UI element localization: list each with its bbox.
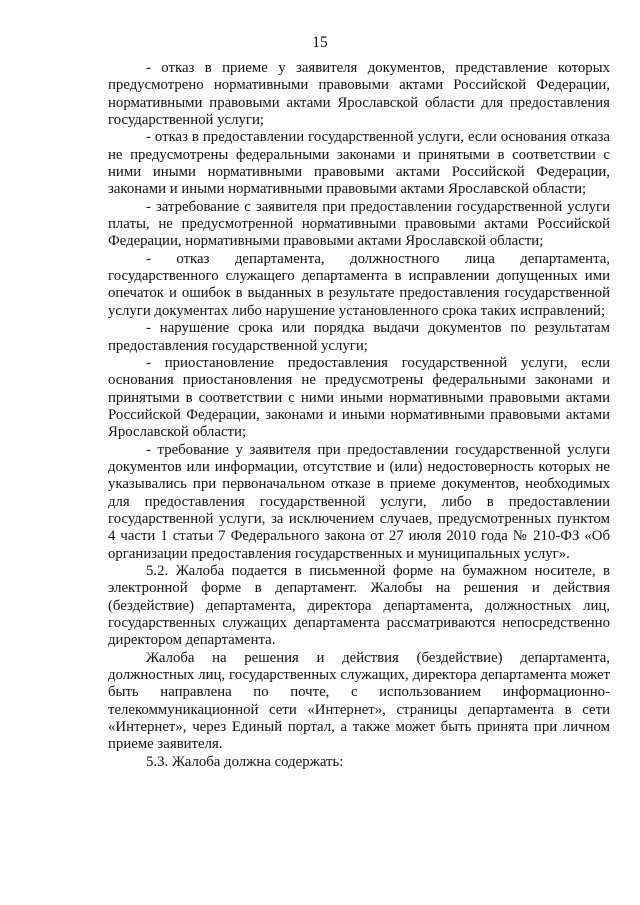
paragraph-section-5-3: 5.3. Жалоба должна содержать:	[146, 753, 344, 770]
paragraph-fee-demand: - затребование с заявителя при предоставлении государственной услуги платы, не предусмотренной нормативными правовыми актами Российской Федерации, нормативными правовыми актами Ярославской области;	[108, 198, 610, 250]
page-number: 15	[312, 34, 328, 51]
paragraph-document-demand: - требование у заявителя при предоставлении государственной услуги документов или информации, отсутствие и (или) недостоверность которых не указывались при первоначальном отказе в приеме документов, необходимых для предоставления государственной услуги, либо в предоставлении государственной услуги, за исключением случаев, предусмотренных пунктом 4 части 1 статьи 7 Федерального закона от 27 июля 2010 года № 210-ФЗ «Об организации предоставления государственных и муниципальных услуг».	[108, 441, 610, 562]
paragraph-complaint-submission: Жалоба на решения и действия (бездействие) департамента, должностных лиц, государственных служащих, директора департамента может быть направлена по почте, с использованием информационно-телекоммуникационной сети «Интернет», страницы департамента в сети «Интернет», через Единый портал, а также может быть принята при личном приеме заявителя.	[108, 649, 610, 753]
paragraph-refusal-service: - отказ в предоставлении государственной услуги, если основания отказа не предусмотрены федеральными законами и принятыми в соответствии с ними иными нормативными правовыми актами Российской Федерации, законами и иными нормативными правовыми актами Ярославской области;	[108, 129, 610, 198]
paragraph-section-5-2: 5.2. Жалоба подается в письменной форме на бумажном носителе, в электронной форме в департамент. Жалобы на решения и действия (бездействие) департамента, директора департамента, должностных лиц, государственных служащих департамента рассматриваются непосредственно директором департамента.	[108, 562, 610, 649]
document-body	[108, 60, 610, 771]
paragraph-correction-refusal: - отказ департамента, должностного лица департамента, государственного служащего департамента в исправлении допущенных ими опечаток и ошибок в выданных в результате предоставления государственной услуги документах либо нарушение установленного срока таких исправлений;	[108, 250, 610, 319]
paragraph-refusal-documents: - отказ в приеме у заявителя документов, представление которых предусмотрено нормативными правовыми актами Российской Федерации, нормативными правовыми актами Ярославской области для предоставления государственной услуги;	[108, 60, 610, 129]
paragraph-deadline-violation: - нарушение срока или порядка выдачи документов по результатам предоставления государственной услуги;	[108, 320, 610, 354]
paragraph-suspension: - приостановление предоставления государственной услуги, если основания приостановления не предусмотрены федеральными законами и принятыми в соответствии с ними иными нормативными правовыми актами Российской Федерации, законами и иными нормативными правовыми актами Ярославской области;	[108, 354, 610, 441]
